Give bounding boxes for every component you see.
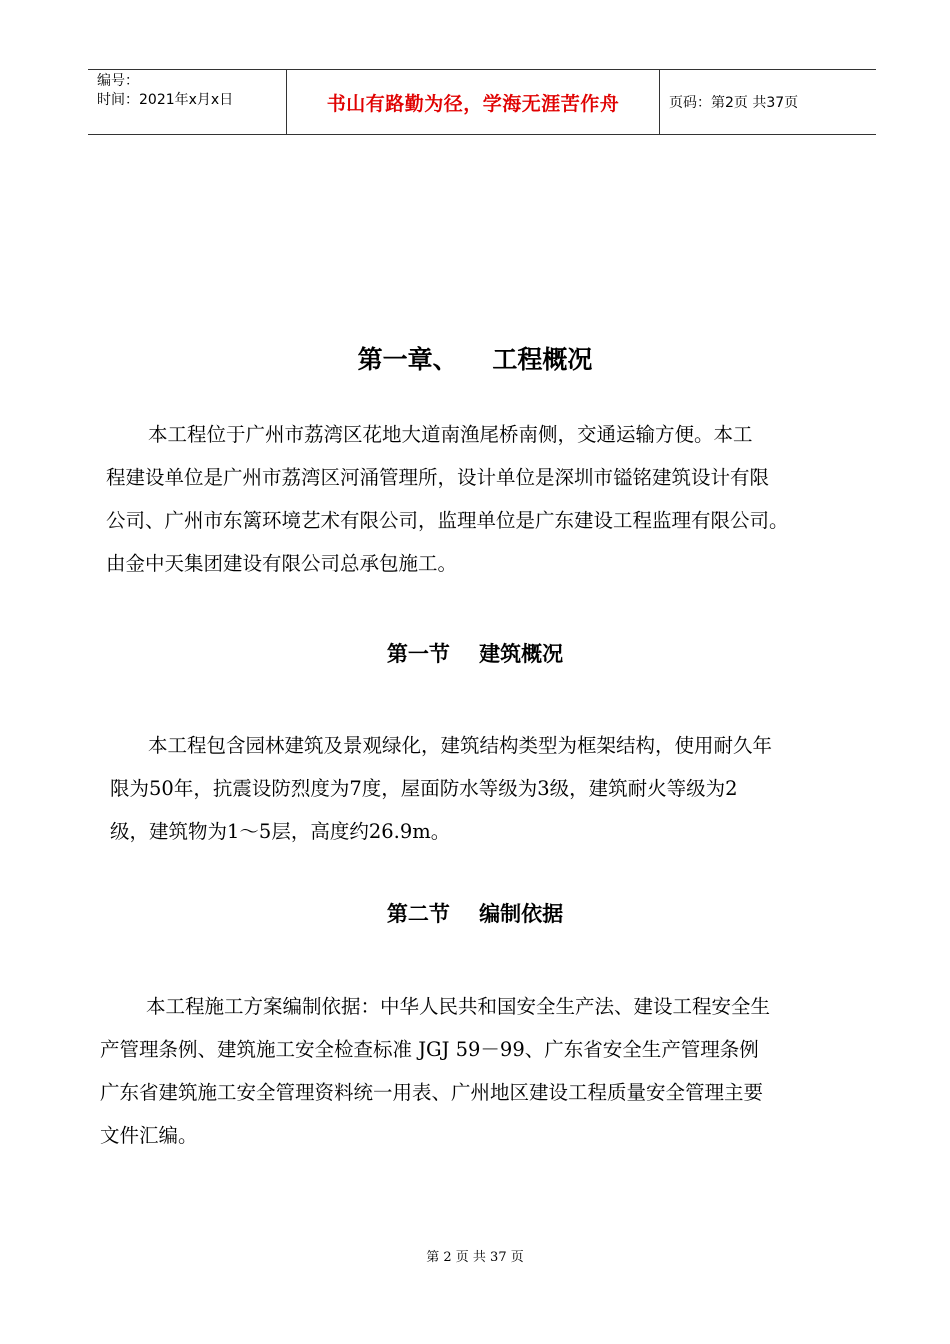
section-title-compilation-basis: 第二节 编制依据 [386, 902, 564, 926]
header-motto: 书山有路勤为径，学海无涯苦作舟 [287, 70, 660, 134]
paragraph-line: 本工程施工方案编制依据：中华人民共和国安全生产法、建设工程安全生 [146, 995, 771, 1018]
document-number-label: 编号： [97, 73, 139, 89]
paragraph-line: 产管理条例、建筑施工安全检查标准 JGJ 59－99、广东省安全生产管理条例 [100, 1038, 759, 1061]
paragraph-line: 程建设单位是广州市荔湾区河涌管理所，设计单位是深圳市镒铭建筑设计有限 [106, 466, 770, 489]
header-page-number: 页码：第2页 共37页 [669, 95, 799, 111]
paragraph-line: 限为50年，抗震设防烈度为7度，屋面防水等级为3级，建筑耐火等级为2 [110, 777, 738, 800]
paragraph-line: 级，建筑物为1～5层，高度约26.9m。 [110, 820, 451, 843]
paragraph-line: 本工程位于广州市荔湾区花地大道南渔尾桥南侧，交通运输方便。本工 [148, 423, 753, 446]
section-title-building-overview: 第一节 建筑概况 [386, 642, 564, 666]
paragraph-line: 广东省建筑施工安全管理资料统一用表、广州地区建设工程质量安全管理主要 [100, 1081, 764, 1104]
building-overview-paragraph [110, 724, 772, 853]
page-footer: 第 2 页 共 37 页 [426, 1250, 524, 1265]
header-info-cell [88, 70, 287, 134]
intro-paragraph [106, 413, 789, 585]
compilation-basis-paragraph [100, 985, 770, 1157]
chapter-title: 第一章、 工程概况 [357, 345, 593, 374]
paragraph-line: 本工程包含园林建筑及景观绿化，建筑结构类型为框架结构，使用耐久年 [148, 734, 773, 757]
document-time-label: 时间：2021年x月x日 [97, 92, 234, 108]
paragraph-line: 文件汇编。 [100, 1124, 198, 1147]
paragraph-line: 公司、广州市东篱环境艺术有限公司，监理单位是广东建设工程监理有限公司。 [106, 509, 789, 532]
paragraph-line: 由金中天集团建设有限公司总承包施工。 [106, 552, 458, 575]
page-header [88, 69, 876, 135]
